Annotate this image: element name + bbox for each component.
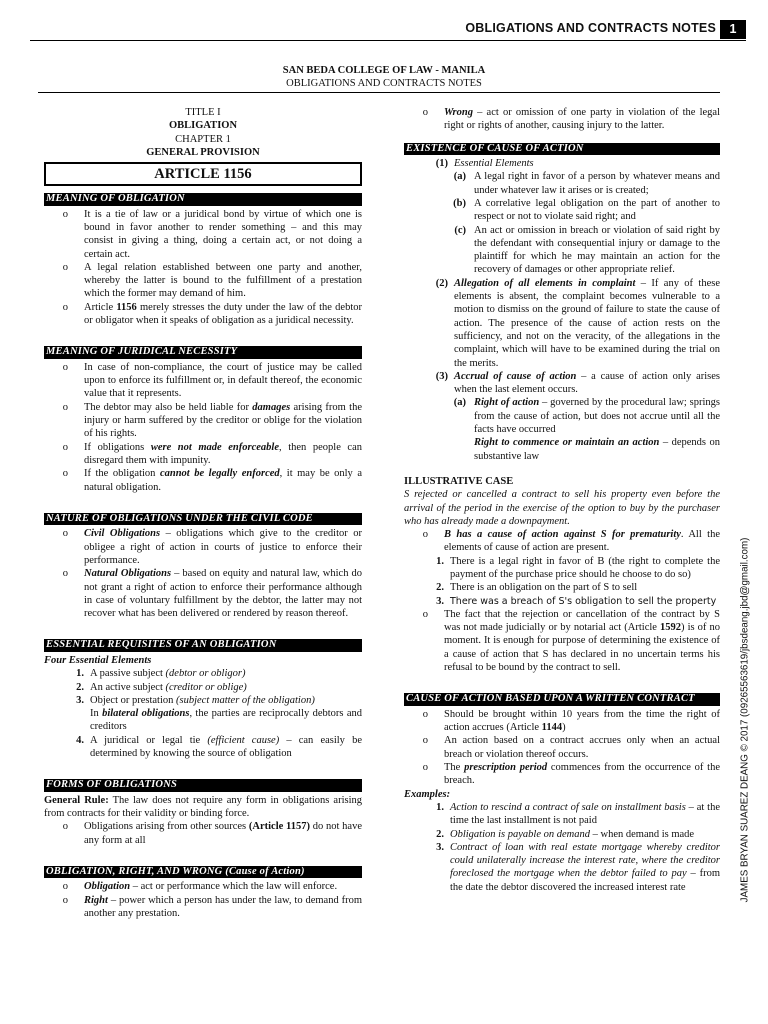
section-heading: MEANING OF JURIDICAL NECESSITY: [44, 346, 362, 359]
list-item: o Right – power which a person has under the law, to demand from another any prestation.: [44, 894, 362, 921]
list-item: o Article 1156 merely stresses the duty under the law of the debtor or obligator when it speaks of obligation as a juridical necessity.: [44, 301, 362, 328]
bullet-icon: o: [62, 468, 68, 480]
bullet-icon: o: [62, 301, 68, 313]
list-item: o In case of non-compliance, the court of justice may be called upon to enforce its fulfillment or, in default thereof, the economic value that it represents.: [44, 361, 362, 401]
bullet-icon: o: [62, 401, 68, 413]
bullet-icon: o: [422, 708, 428, 720]
bullet-icon: o: [62, 361, 68, 373]
list-item: o An action based on a contract accrues only when an actual breach or violation thereof occurs.: [404, 734, 720, 761]
subheading: Four Essential Elements: [44, 654, 152, 666]
list-item: o The debtor may also be held liable for damages arising from the injury or harm suffered by the creditor or oblige for the violation of his rights.: [44, 401, 362, 441]
list-item: o Natural Obligations – based on equity and natural law, which do not grant a right of action to enforce their performance although in case of voluntary fulfillment by the debtor, the latter may not recover what has been delivered or rendered by reason thereof.: [44, 567, 362, 620]
paragraph: General Rule: The law does not require any form in obligations arising from contracts for their validity or binding force.: [44, 794, 363, 820]
subheading: Examples:: [404, 788, 451, 800]
list-item: o B has a cause of action against S for prematurity. All the elements of cause of action are present.: [404, 528, 720, 555]
paragraph: Right to commence or maintain an action – depends on substantive law: [474, 437, 720, 462]
bullet-icon: o: [422, 529, 428, 541]
bullet-icon: o: [422, 735, 428, 747]
subtitle-divider: [38, 92, 720, 93]
list-item: o Civil Obligations – obligations which give to the creditor or obligee a right of action in courts of justice to enforce their performance.: [44, 527, 362, 567]
bullet-icon: o: [62, 441, 68, 453]
bullet-icon: o: [422, 608, 428, 620]
article-heading: ARTICLE 1156: [44, 162, 362, 186]
list-item: 2. Obligation is payable on demand – when demand is made: [436, 828, 695, 840]
list-item: o The prescription period commences from the occurrence of the breach.: [404, 761, 720, 788]
header-divider: [30, 40, 746, 41]
list-item: o Should be brought within 10 years from the time the right of action accrues (Article 1144): [404, 708, 720, 735]
section-heading: ESSENTIAL REQUISITES OF AN OBLIGATION: [44, 639, 362, 652]
section-heading: NATURE OF OBLIGATIONS UNDER THE CIVIL CODE: [44, 513, 362, 526]
bullet-icon: o: [62, 261, 68, 273]
section-title: ILLUSTRATIVE CASE: [404, 475, 514, 487]
list-item: o Obligations arising from other sources (Article 1157) do not have any form at all: [44, 820, 362, 847]
list-item: (a) A legal right in favor of a person by whatever means and under whatever law it arises or is created;: [453, 171, 720, 196]
right-column: [404, 106, 720, 894]
section-heading: OBLIGATION, RIGHT, AND WRONG (Cause of Action): [44, 866, 362, 879]
list-item: o If obligations were not made enforceable, then people can disregard them with impunity.: [44, 441, 362, 468]
title-name: OBLIGATION: [168, 120, 238, 132]
list-item: o If the obligation cannot be legally enforced, it may be only a natural obligation.: [44, 467, 362, 494]
list-item: o Wrong – act or omission of one party in violation of the legal right or rights of another, causing injury to the latter.: [404, 106, 720, 133]
section-heading: FORMS OF OBLIGATIONS: [44, 779, 362, 792]
bullet-icon: o: [62, 894, 68, 906]
list-item: o Obligation – act or performance which the law will enforce.: [44, 880, 362, 893]
list-item: 4. A juridical or legal tie (efficient cause) – can easily be determined by knowing the source of obligation: [76, 734, 362, 759]
chapter-name: GENERAL PROVISION: [146, 146, 260, 158]
side-credit: [738, 500, 752, 940]
document-subtitle: OBLIGATIONS AND CONTRACTS NOTES: [286, 78, 482, 89]
list-item: (a) Right of action – governed by the procedural law; springs from the cause of action, but does not accrue until all the facts have occurred: [453, 397, 720, 436]
chapter-line: CHAPTER 1: [175, 133, 231, 145]
list-item: (2) Allegation of all elements in complaint – If any of these elements is absent, the complaint becomes vulnerable to a motion to dismiss on the ground of failure to state the cause of action. The presence of the cause of action rests on the sufficiency, and not on the veracity, of the allegations in the complaint, which will have to be examined during the trial on the merits.: [435, 277, 720, 369]
bullet-icon: o: [62, 208, 68, 220]
section-heading: MEANING OF OBLIGATION: [44, 193, 362, 206]
list-item: o A legal relation established between one party and another, whereby the latter is bound to the fulfillment of a prestation which the former may demand of him.: [44, 261, 362, 301]
list-item: o The fact that the rejection or cancellation of the contract by S was not made judicially or by notarial act (Article 1592) is of no moment. It is enough for purpose of determining the existence of a cause of action that S has declared in no uncertain terms his refusal to be bound by the contract to sell.: [404, 608, 720, 674]
page-number-badge: 1: [720, 20, 746, 39]
list-item: 2. An active subject (creditor or oblige): [76, 681, 247, 693]
school-name: SAN BEDA COLLEGE OF LAW - MANILA: [282, 65, 486, 76]
list-item: (3) Accrual of cause of action – a cause of action only arises when the last element occurs.: [435, 370, 720, 396]
bullet-icon: o: [422, 107, 428, 118]
case-facts: S rejected or cancelled a contract to sell his property even before the arrival of the period in the exercise of the option to buy by the purchaser who has already made a downpayment.: [404, 489, 720, 527]
left-column: [44, 106, 362, 920]
list-item: o It is a tie of law or a juridical bond by virtue of which one is bound in favor another to render something – and this may consist in giving a thing, doing a certain act, or not doing a certain act.: [44, 208, 362, 261]
bullet-icon: o: [62, 821, 68, 833]
bullet-icon: o: [62, 568, 68, 580]
running-header-title: OBLIGATIONS AND CONTRACTS NOTES: [465, 21, 716, 35]
list-item: 1. There is a legal right in favor of B (the right to complete the payment of the purchase price should he choose to do so): [436, 555, 720, 580]
list-item: 2. There is an obligation on the part of S to sell: [436, 582, 638, 594]
list-item: (c) An act or omission in breach or violation of said right by the defendant with consequential injury or damage to the plaintiff for which he may maintain an action for the recovery of damages or other appropriate relief.: [454, 224, 720, 276]
bullet-icon: o: [62, 881, 68, 893]
section-heading: CAUSE OF ACTION BASED UPON A WRITTEN CONTRACT: [404, 693, 720, 706]
list-item: (b) A correlative legal obligation on the part of another to respect or not to violate said right; and: [453, 197, 720, 223]
list-item: 1. Action to rescind a contract of sale on installment basis – at the time the last installment is not paid: [436, 801, 720, 827]
list-item: (1) Essential Elements: [435, 158, 534, 170]
list-item: 3. There was a breach of S's obligation to sell the property: [436, 595, 717, 607]
bullet-icon: o: [62, 528, 68, 540]
side-credit-text: JAMES BRYAN SUAREZ DEANG © 2017 (09265563619/jbsdeang.jbd@gmail.com): [739, 537, 751, 903]
list-item: 1. A passive subject (debtor or obligor): [76, 668, 246, 680]
section-heading: EXISTENCE OF CAUSE OF ACTION: [404, 143, 720, 156]
list-item: 3. Object or prestation (subject matter of the obligation) In bilateral obligations, the parties are reciprocally debtors and creditors: [76, 694, 362, 733]
title-line: TITLE I: [185, 107, 221, 118]
list-item: 3. Contract of loan with real estate mortgage whereby creditor could unilaterally increase the interest rate, where the creditor foreclosed the mortgage when the debtor failed to pay – from the date the debtor discovered the increased interest rate: [436, 841, 720, 893]
bullet-icon: o: [422, 762, 428, 774]
